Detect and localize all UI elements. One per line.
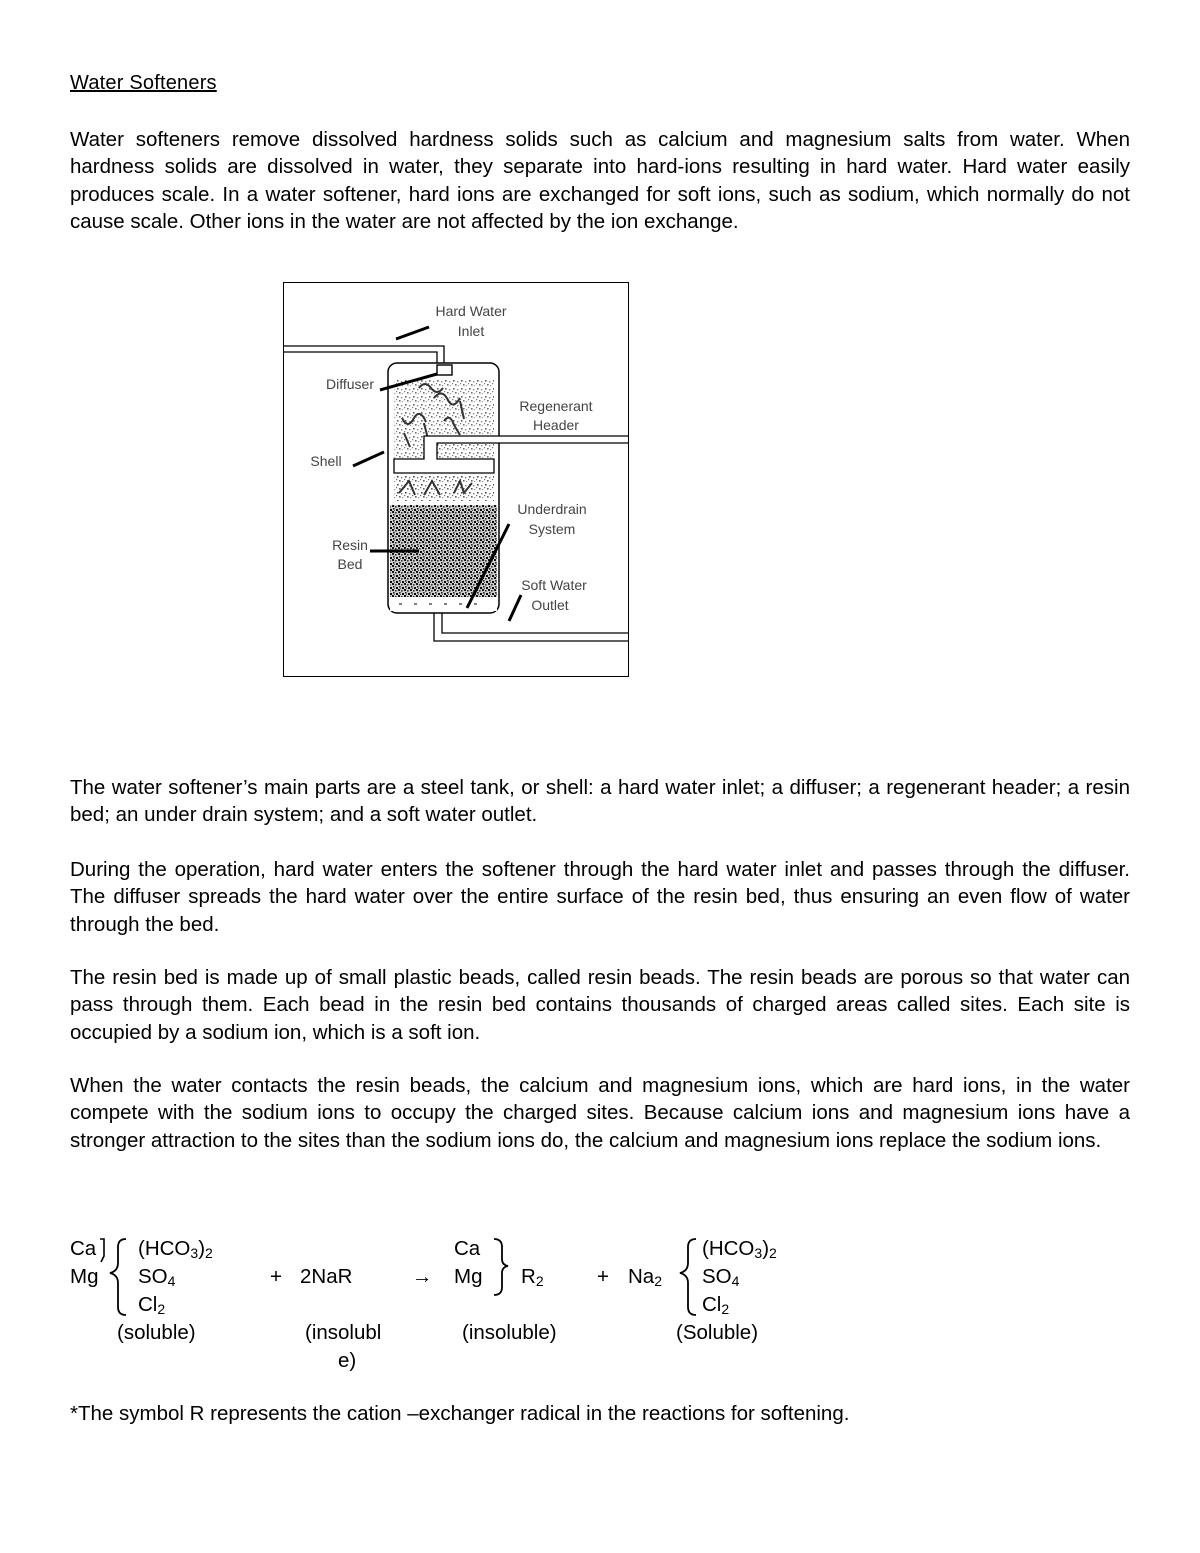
label-shell: Shell xyxy=(310,453,342,469)
eq-left-cation-ca: Ca xyxy=(70,1237,97,1260)
eq-label-insoluble-reagent-cont: e) xyxy=(338,1349,357,1372)
left-brace-group xyxy=(96,1236,136,1326)
label-regenerant-header-2: Header xyxy=(533,417,579,433)
eq-anion-sulfate-left: $SO_4$ xyxy=(138,1265,176,1289)
eq-resin-product: $R_2$ xyxy=(521,1265,544,1289)
label-resin-bed-1: Resin xyxy=(332,537,368,553)
label-underdrain-1: Underdrain xyxy=(517,501,587,517)
label-regenerant-header-1: Regenerant xyxy=(519,398,593,414)
label-hard-water-inlet-2: Inlet xyxy=(457,323,485,339)
footnote: *The symbol R represents the cation –exchanger radical in the reactions for softening. xyxy=(70,1402,850,1425)
page-title: Water Softeners xyxy=(70,72,217,94)
eq-label-soluble-left: (soluble) xyxy=(117,1321,196,1344)
eq-label-insoluble-reagent: (insolubl xyxy=(305,1321,382,1344)
eq-anion-bicarbonate-right: $(HCO_3)_2$ xyxy=(702,1237,777,1261)
label-hard-water-inlet-1: Hard Water xyxy=(435,303,507,319)
eq-anion-sulfate-right: $SO_4$ xyxy=(702,1265,740,1289)
eq-left-cation-mg: Mg xyxy=(70,1265,99,1288)
eq-sodium: $Na_2$ xyxy=(628,1265,663,1289)
right-brace-product xyxy=(490,1236,514,1298)
eq-anion-chloride-right: $Cl_2$ xyxy=(702,1293,730,1317)
label-resin-bed-2: Bed xyxy=(337,556,363,572)
eq-plus-2: + xyxy=(597,1265,609,1288)
main-parts-paragraph: The water softener’s main parts are a steel tank, or shell: a hard water inlet; a diffuser; a regenerant header; a resin bed; an under drain system; and a soft water outlet. xyxy=(70,776,1130,827)
eq-plus-1: + xyxy=(270,1265,282,1288)
eq-label-insoluble-product: (insoluble) xyxy=(462,1321,557,1344)
label-underdrain-2: System xyxy=(528,521,576,537)
label-diffuser: Diffuser xyxy=(326,376,374,392)
label-soft-water-outlet-1: Soft Water xyxy=(521,577,587,593)
intro-paragraph: Water softeners remove dissolved hardness solids such as calcium and magnesium salts from water. When hardness solids are dissolved in water, they separate into hard-ions resulting in hard water. Hard water easily produces scale. In a water softener, hard ions are exchanged for soft ions, such as sodium, which normally do not cause scale. Other ions in the water are not affected by the ion exchange. xyxy=(70,128,1130,233)
eq-reagent-nar: 2NaR xyxy=(300,1265,353,1288)
label-soft-water-outlet-2: Outlet xyxy=(531,597,569,613)
resin-bed-paragraph: The resin bed is made up of small plastic beads, called resin beads. The resin beads are porous so that water can pass through them. Each bead in the resin bed contains thousands of charged areas called sites. Each site is occupied by a sodium ion, which is a soft ion. xyxy=(70,966,1130,1044)
left-brace-products xyxy=(674,1236,704,1326)
eq-anion-bicarbonate-left: $(HCO_3)_2$ xyxy=(138,1237,213,1261)
eq-arrow: → xyxy=(412,1265,433,1288)
eq-anion-chloride-left: $Cl_2$ xyxy=(138,1293,166,1317)
eq-right-cation-mg: Mg xyxy=(454,1265,483,1288)
ion-exchange-paragraph: When the water contacts the resin beads, the calcium and magnesium ions, which are hard ions, in the water compete with the sodium ions to occupy the charged sites. Because calcium ions and magnesium ions have a stronger attraction to the sites than the sodium ions do, the calcium and magnesium ions replace the sodium ions. xyxy=(70,1074,1130,1152)
eq-label-soluble-right: (Soluble) xyxy=(676,1321,759,1344)
operation-paragraph: During the operation, hard water enters the softener through the hard water inlet and passes through the diffuser. The diffuser spreads the hard water over the entire surface of the resin bed, thus ensuring an even flow of water through the bed. xyxy=(70,858,1130,936)
eq-right-cation-ca: Ca xyxy=(454,1237,481,1260)
